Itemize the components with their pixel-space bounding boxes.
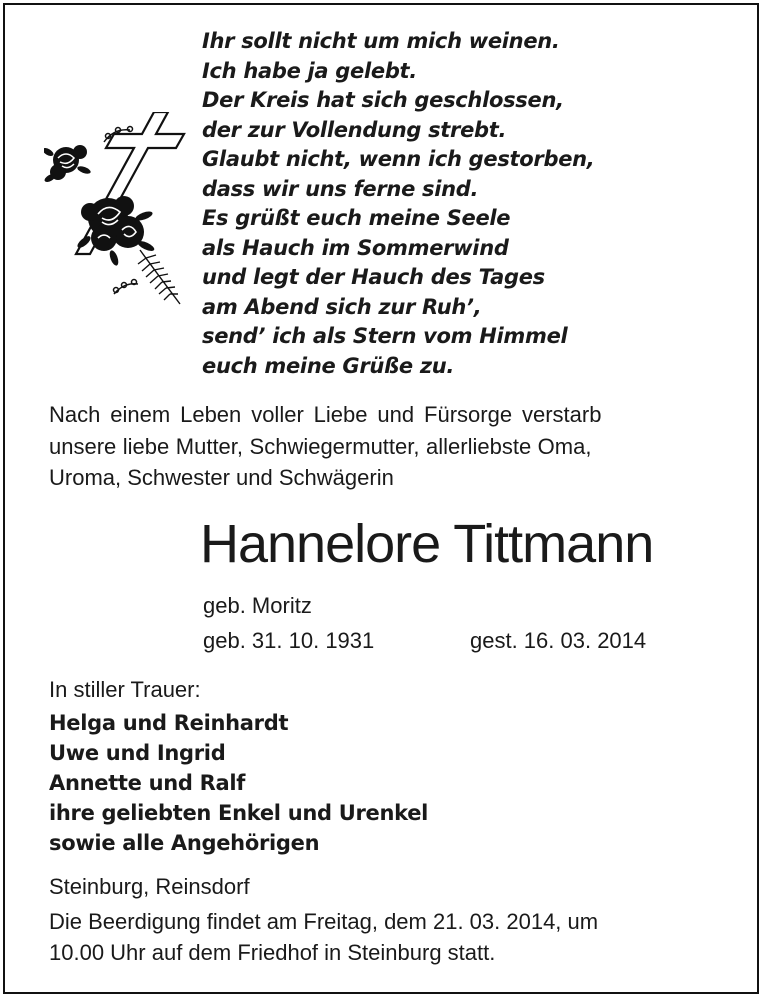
poem-line: Es grüßt euch meine Seele bbox=[202, 206, 511, 230]
mourner-name: Helga und Reinhardt bbox=[49, 711, 289, 735]
intro-line: Nach einem Leben voller Liebe und Fürsorge verstarb bbox=[49, 402, 602, 427]
mourner-name: Uwe und Ingrid bbox=[49, 741, 226, 765]
poem-line: am Abend sich zur Ruh’, bbox=[202, 294, 482, 319]
poem-line: send’ ich als Stern vom Himmel bbox=[202, 324, 568, 348]
birth-name: geb. Moritz bbox=[203, 593, 312, 618]
intro-text bbox=[49, 399, 729, 494]
poem-line: Ich habe ja gelebt. bbox=[202, 58, 417, 83]
funeral-info bbox=[49, 906, 729, 968]
poem-line: der zur Vollendung strebt. bbox=[202, 117, 507, 142]
mourners-heading: In stiller Trauer: bbox=[49, 677, 201, 702]
poem bbox=[202, 27, 742, 381]
place: Steinburg, Reinsdorf bbox=[49, 874, 250, 899]
mourner-name: Annette und Ralf bbox=[49, 771, 246, 795]
intro-line: unsere liebe Mutter, Schwiegermutter, allerliebste Oma, bbox=[49, 433, 592, 459]
death-date: gest. 16. 03. 2014 bbox=[470, 628, 647, 653]
cross-with-roses-icon bbox=[44, 112, 186, 308]
poem-line: dass wir uns ferne sind. bbox=[202, 176, 479, 201]
funeral-line: Die Beerdigung findet am Freitag, dem 21. 03. 2014, um bbox=[49, 909, 599, 934]
funeral-line: 10.00 Uhr auf dem Friedhof in Steinburg statt. bbox=[49, 940, 496, 965]
poem-line: Glaubt nicht, wenn ich gestorben, bbox=[202, 147, 595, 171]
mourner-name: sowie alle Angehörigen bbox=[49, 831, 320, 855]
poem-line: Der Kreis hat sich geschlossen, bbox=[202, 88, 564, 112]
birth-date: geb. 31. 10. 1931 bbox=[203, 628, 375, 653]
mourners-list bbox=[49, 708, 428, 858]
mourner-name: ihre geliebten Enkel und Urenkel bbox=[49, 801, 429, 825]
deceased-name: Hannelore Tittmann bbox=[200, 514, 654, 574]
poem-line: Ihr sollt nicht um mich weinen. bbox=[202, 29, 560, 53]
poem-line: als Hauch im Sommerwind bbox=[202, 235, 509, 260]
intro-line: Uroma, Schwester und Schwägerin bbox=[49, 465, 394, 490]
poem-line: euch meine Grüße zu. bbox=[202, 353, 455, 378]
poem-line: und legt der Hauch des Tages bbox=[202, 265, 545, 289]
